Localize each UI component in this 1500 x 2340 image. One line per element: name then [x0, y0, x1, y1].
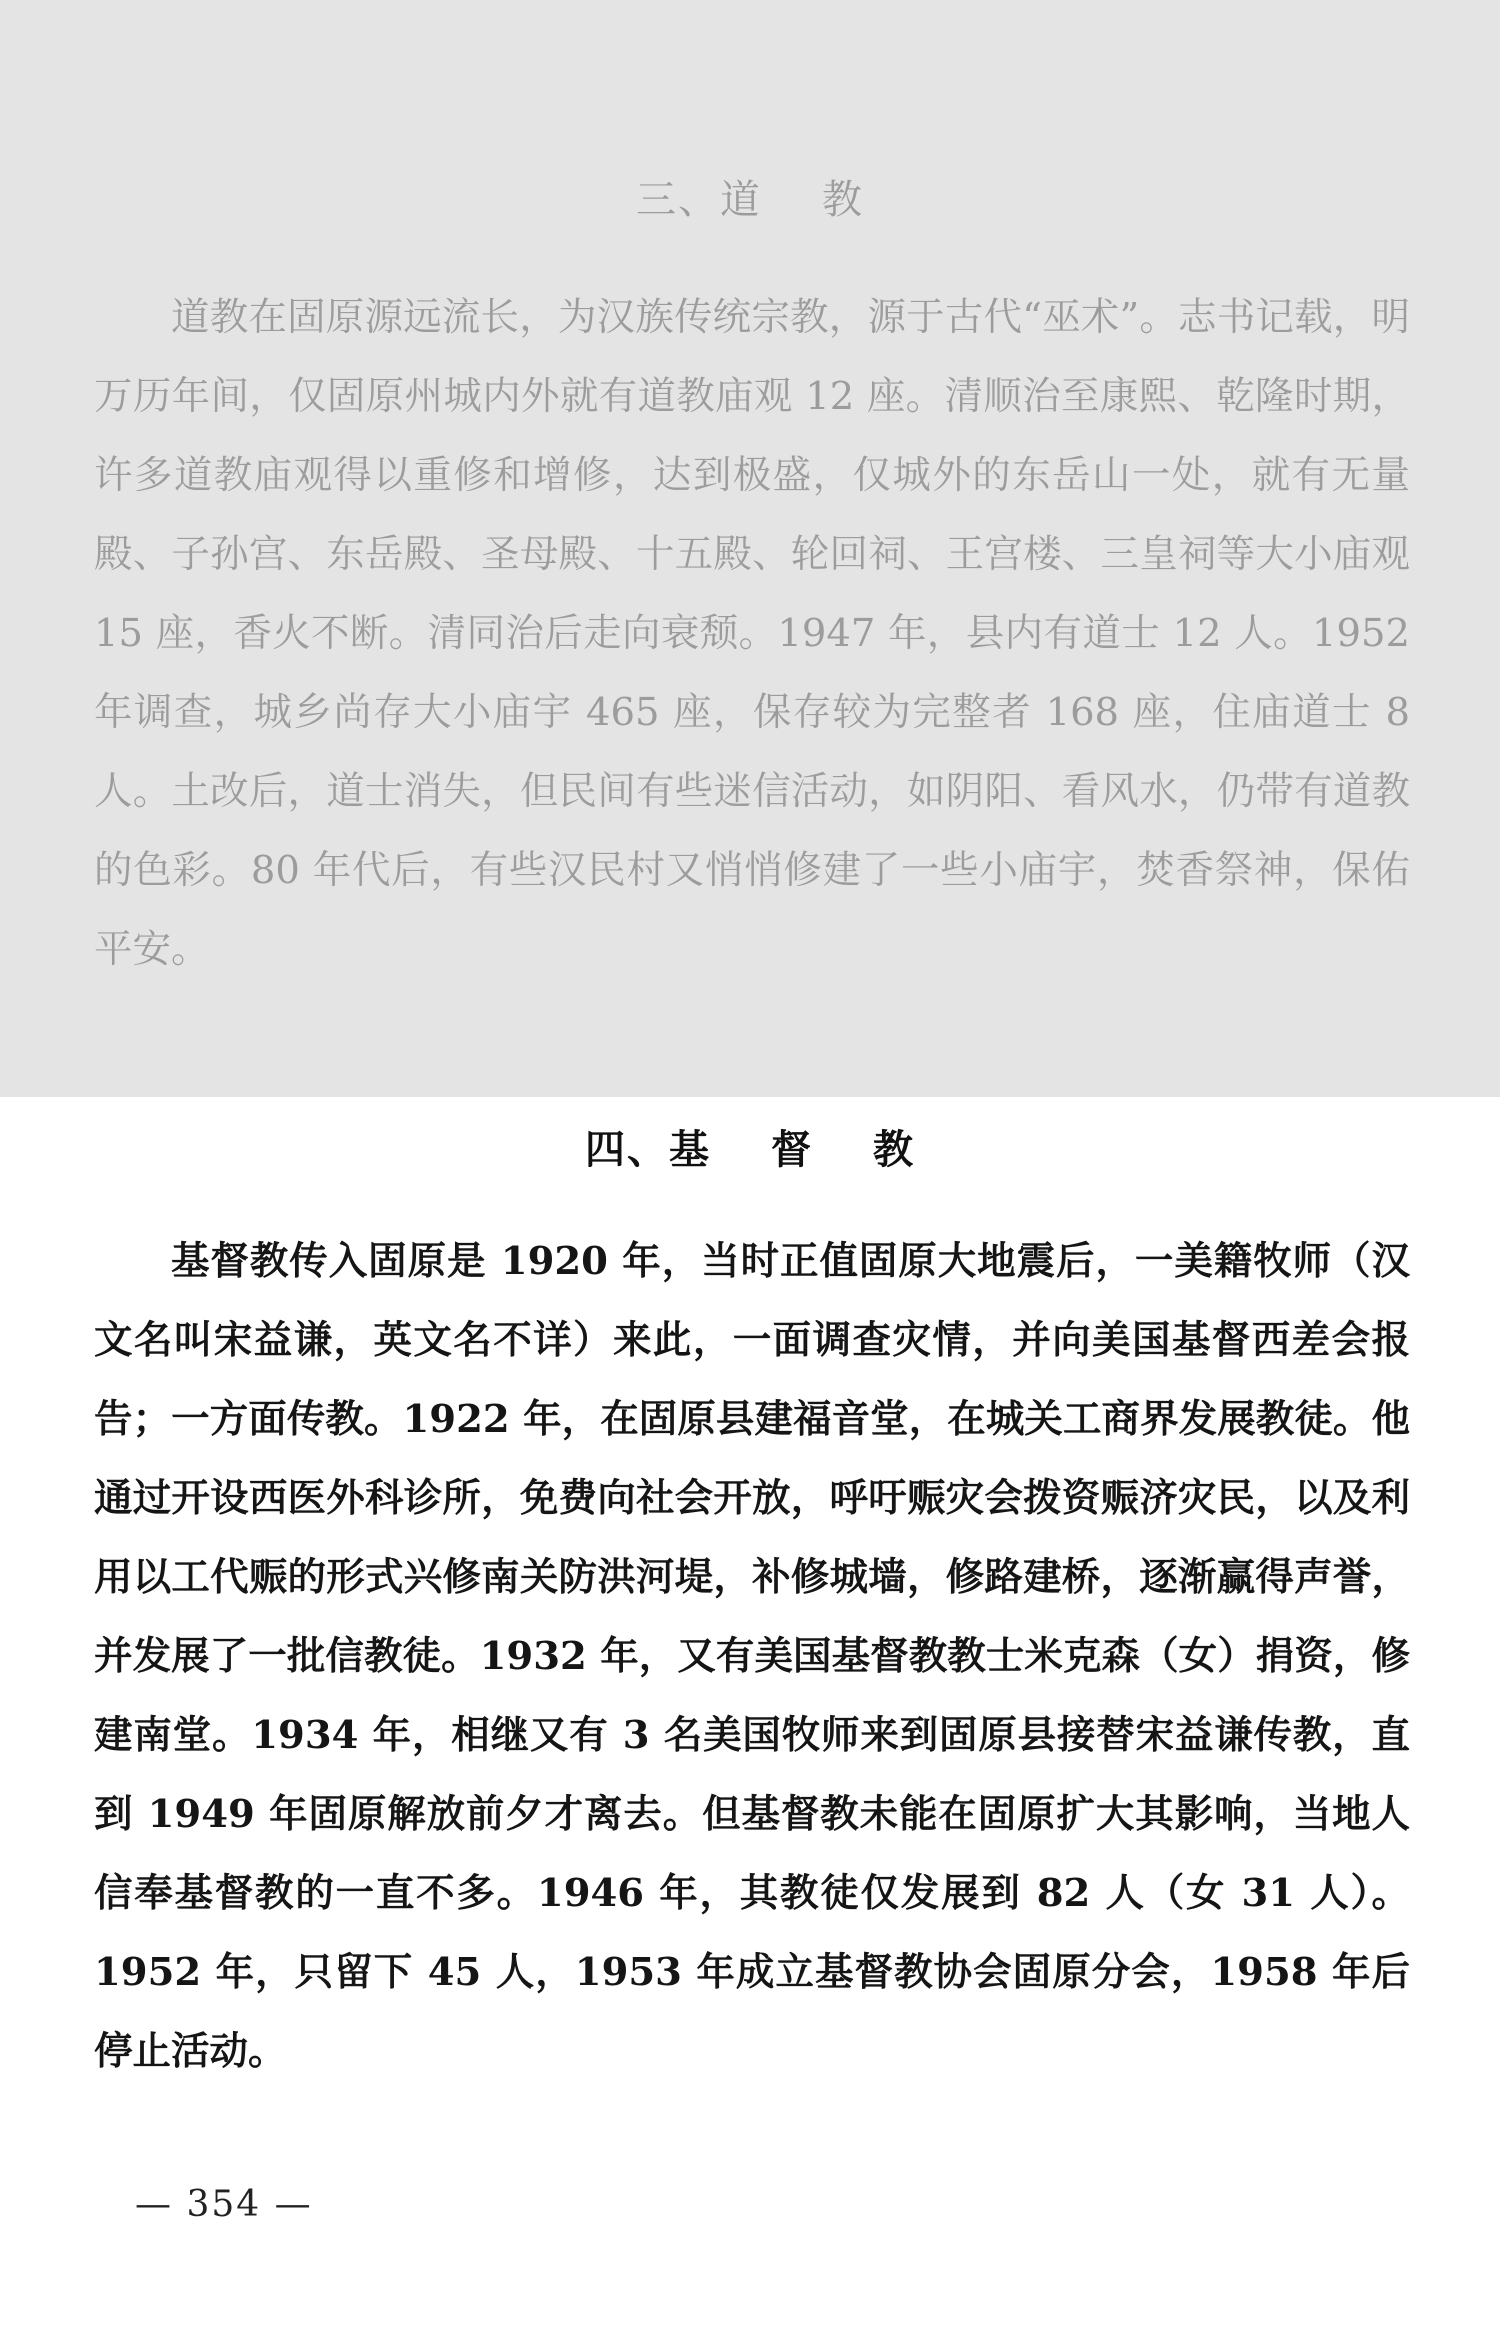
section-title-christianity-suffix: 教 — [873, 1126, 915, 1173]
section-title-taoism — [0, 168, 1500, 225]
page-number: — 354 — — [135, 2184, 313, 2225]
paragraph-taoism: 道教在固原源远流长，为汉族传统宗教，源于古代“巫术”。志书记载，明万历年间，仅固原州城内外就有道教庙观 12 座。清顺治至康熙、乾隆时期，许多道教庙观得以重修和增修，达到极盛，仅城外的东岳山一处，就有无量殿、子孙宫、东岳殿、圣母殿、十五殿、轮回祠、王宫楼、三皇祠等大小庙观 15 座，香火不断。清同治后走向衰颓。1947 年，县内有道士 12 人。1952 年调查，城乡尚存大小庙宇 465 座，保存较为完整者 168 座，住庙道士 8 人。土改后，道士消失，但民间有些迷信活动，如阴阳、看风水，仍带有道教的色彩。80 年代后，有些汉民村又悄悄修建了一些小庙宇，焚香祭神，保佑平安。 — [94, 295, 1410, 972]
section-title-christianity — [0, 1118, 1500, 1175]
section-title-christianity-prefix: 四、基 — [585, 1126, 711, 1173]
section-title-taoism-prefix: 三、道 — [636, 177, 762, 223]
section-title-christianity-middle: 督 — [771, 1126, 813, 1173]
paragraph-christianity: 基督教传入固原是 1920 年，当时正值固原大地震后，一美籍牧师（汉文名叫宋益谦，英文名不详）来此，一面调查灾情，并向美国基督西差会报告；一方面传教。1922 年，在固原县建福音堂，在城关工商界发展教徒。他通过开设西医外科诊所，免费向社会开放，呼吁赈灾会拨资赈济灾民，以及利用以工代赈的形式兴修南关防洪河堤，补修城墙，修路建桥，逐渐赢得声誉，并发展了一批信教徒。1932 年，又有美国基督教教士米克森（女）捐资，修建南堂。1934 年，相继又有 3 名美国牧师来到固原县接替宋益谦传教，直到 1949 年固原解放前夕才离去。但基督教未能在固原扩大其影响，当地人信奉基督教的一直不多。1946 年，其教徒仅发展到 82 人（女 31 人）。1952 年，只留下 45 人，1953 年成立基督教协会固原分会，1958 年后停止活动。 — [94, 1239, 1410, 2074]
section-title-taoism-suffix: 教 — [822, 177, 864, 223]
